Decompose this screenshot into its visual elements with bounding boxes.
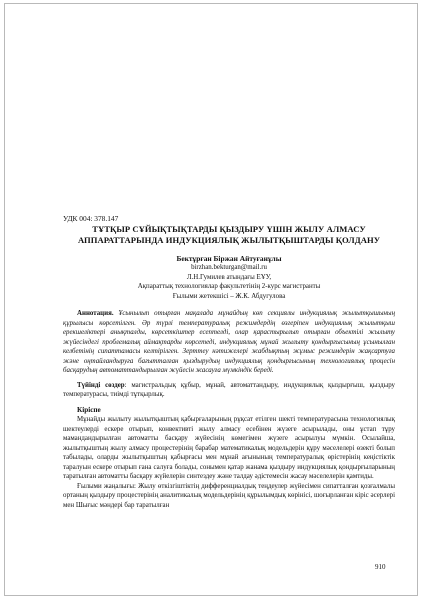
abstract: [63, 309, 395, 376]
keywords-label: Түйінді сөздер: [77, 381, 125, 389]
intro-paragraph-1: Мұнайды жылыту жылытқыштың қабырғаларының рұқсат етілген шекті температурасына технологиялық шектеулерді ескере отырып, конвективті жылу алмасу есебінен жүзеге асырылады, оны ұстап тұру мамандандырылған автоматты басқару жүйесінің көмегімен жүзеге асырылуы мүмкін. Осылайша, жылытқыштың жылу алмасу процестерінің барабар математикалық модельдерін құру мәселелері өзекті болып табылады, оларды жылытқыштың қабырғасы мен мұнай ағынының температуралық өрістерінің кеңістіктік таралуын ескере отырып ғана салуға болады, сонымен қатар жанама қыздыру индукциялық қондырғыларының таратылған автоматты басқару жүйелерін синтездеу және талдау әдістемесін жасау мәселелерін қамтиды.: [63, 416, 395, 481]
intro-paragraph-2: Ғылыми жаңалығы: Жылу өткізгіштіктің дифференциалдық теңдеулер жүйесімен сипатталған қозғалмалы ортаның қыздыру процестерінің аналитикалық модельдерінің құрылымдық көрінісі, шоғырланған кіріс әсерлері мен Шығыс мәндері бар таратылған: [63, 482, 395, 509]
abstract-label: Аннотация.: [77, 310, 114, 318]
keywords-text: : магистральдық құбыр, мұнай, автоматтандыру, индукциялық қыздырғыш, қыздыру температурасы, тиімді тұтқырлық.: [63, 381, 396, 399]
document-page: [4, 3, 418, 596]
udk-code: УДК 004: 378.147: [63, 214, 119, 223]
abstract-text: Ұсынылып отырған мақалада мұнайдың көп секциялы индукциялық жылытқышының құрылысы көрсетілген. Әр түрлі температуралық режимдердің өзгеріпен индукциялық жылытқыш ерекшеліктері анықталды, көрсеткіштер есептелді, олар қарастырылып отырған объектілі жылыту жүйесіндегі проблемалық аймақтарды көрсетеді, индукциялық мұнай жылыту қондырғысының ұсынылған келбетінің сипаттамасы келтірілген. Зерттеу нәтижелері жабдықтың жұмыс режимдерін жақсартуға және оңтайландыруға бағытталған қыздырудың индукциялық қондырғысының технологиялық процесін басқарудың автоматтандырылған жүйесін жасауға мүмкіндік береді.: [63, 310, 395, 375]
author-supervisor: Ғылыми жетекшісі – Ж.К. Абдугулова: [172, 292, 286, 300]
intro-heading: Кіріспе: [77, 406, 101, 415]
article-title: ТҰТҚЫР СҰЙЫҚТЫҚТАРДЫ ҚЫЗДЫРУ ҮШІН ЖЫЛУ АЛМАСУ АППАРАТТАРЫНДА ИНДУКЦИЯЛЫҚ ЖЫЛЫТҚЫШТАРДЫ ҚОЛДАНУ: [77, 224, 381, 245]
author-block: [63, 254, 395, 302]
keywords: [63, 381, 395, 400]
page-number: 910: [375, 563, 386, 571]
author-affiliation: Л.Н.Гумилев атындағы ЕҰУ,: [186, 273, 272, 281]
author-name: Бектұрған Біржан Айтуғанұлы: [176, 253, 282, 263]
author-faculty: Ақпараттық технологиялар факультетінің 2-курс магистранты: [137, 283, 321, 291]
article-body: [63, 214, 395, 510]
author-email[interactable]: birzhan.bekturgan@mail.ru: [191, 264, 267, 272]
